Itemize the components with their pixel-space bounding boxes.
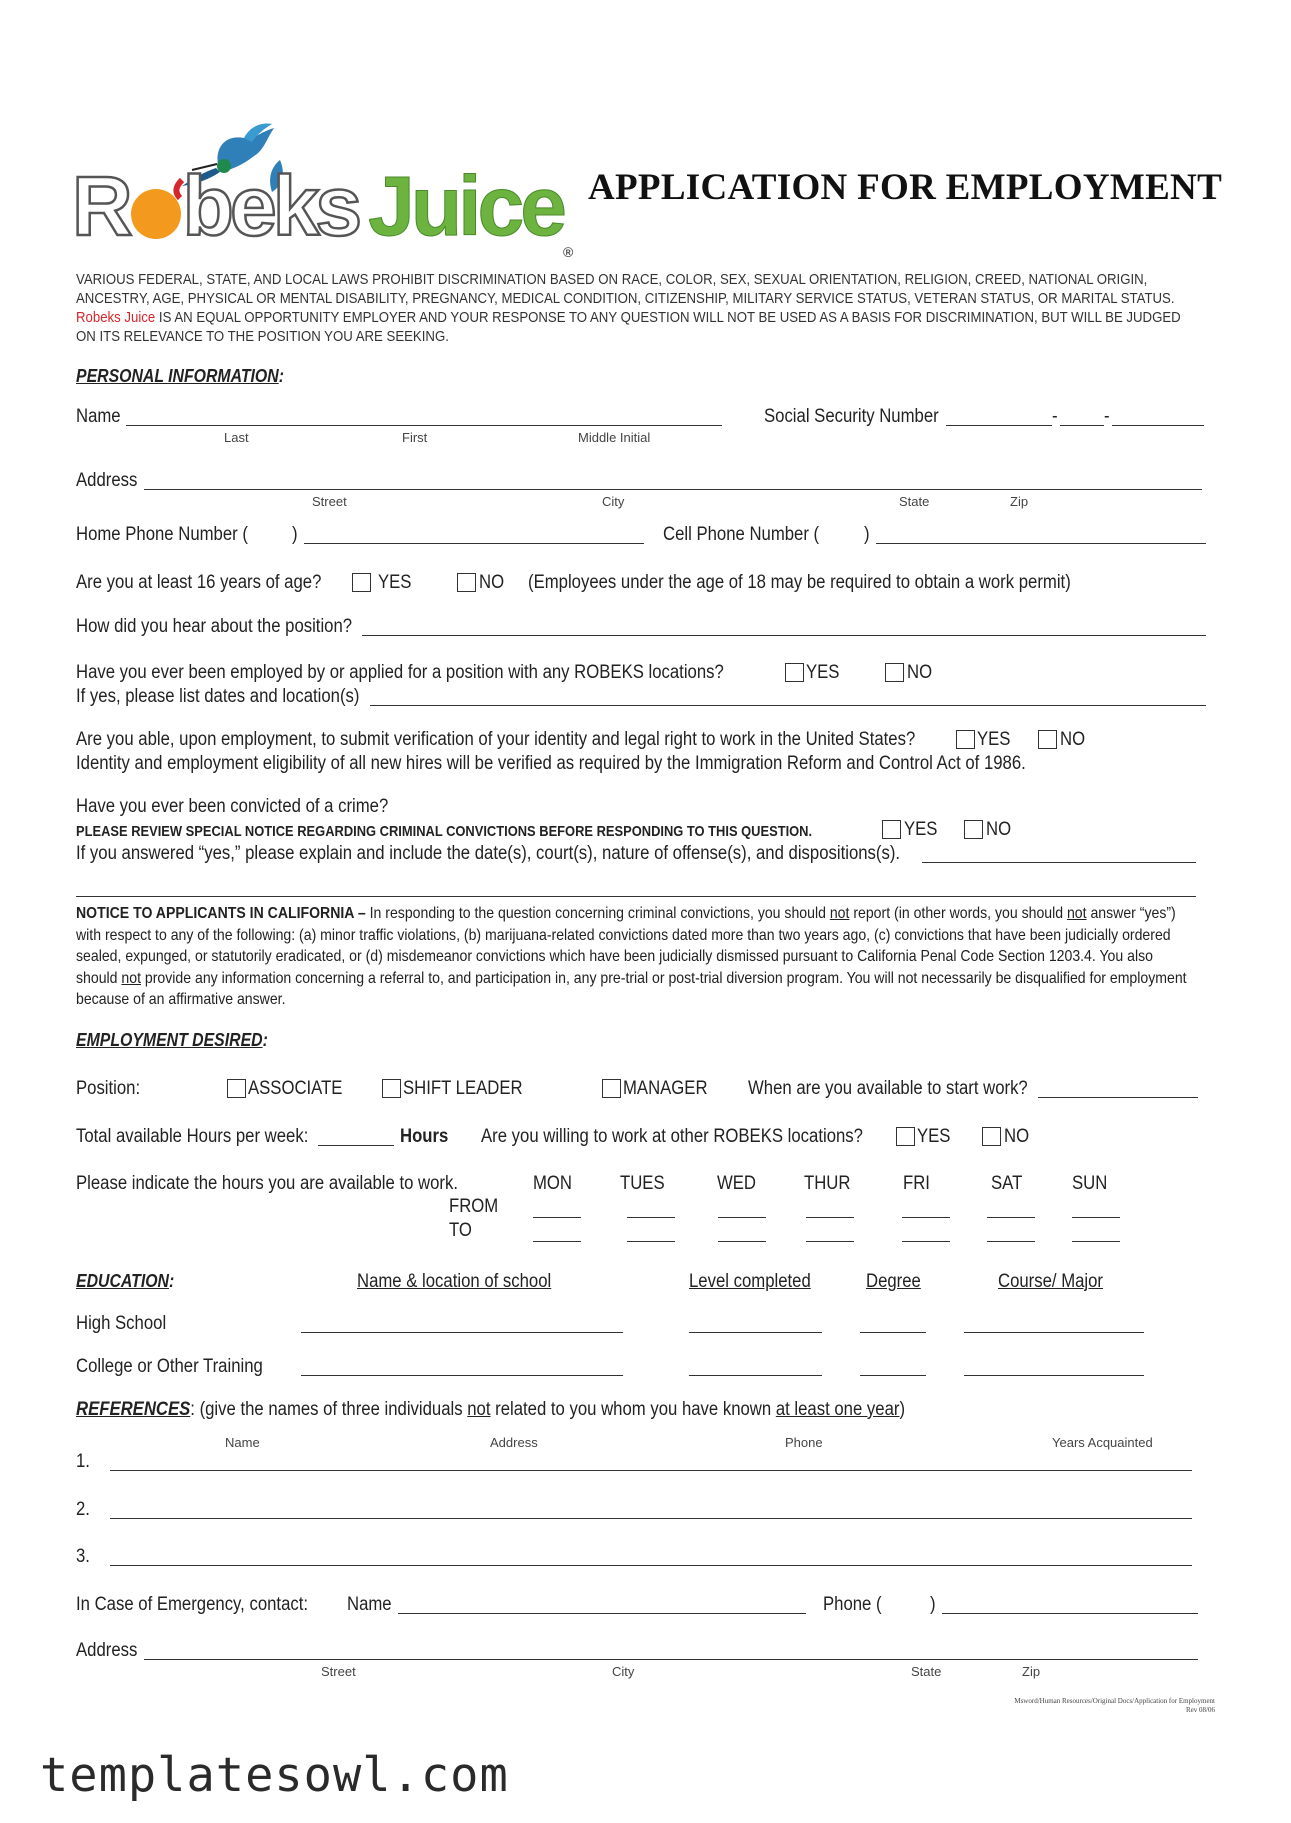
reference-3-input[interactable] <box>110 1565 1192 1566</box>
sun-to-input[interactable] <box>1072 1241 1120 1242</box>
prev-list-label: If yes, please list dates and location(s) <box>76 686 360 707</box>
ssn-dash-1: - <box>1052 406 1058 427</box>
start-question: When are you available to start work? <box>748 1078 1028 1099</box>
hs-degree-input[interactable] <box>860 1332 926 1333</box>
position-label: Position: <box>76 1078 141 1099</box>
em-state-caption: State <box>911 1664 942 1679</box>
addr-city-caption: City <box>602 494 625 509</box>
crime-explain-input-2[interactable] <box>76 896 1196 897</box>
ssn-label: Social Security Number <box>764 406 939 427</box>
college-major-input[interactable] <box>964 1375 1144 1376</box>
em-street-caption: Street <box>321 1664 356 1679</box>
mon-to-input[interactable] <box>533 1241 581 1242</box>
eeo-disclaimer: VARIOUS FEDERAL, STATE, AND LOCAL LAWS PROHIBIT DISCRIMINATION BASED ON RACE, COLOR, SEX, SEXUAL ORIENTATION, RELIGION, CREED, NATIONAL ORIGIN, ANCESTRY, AGE, PHYSICAL OR MENTAL DISABILITY, PREGNANCY, MEDICAL CONDITION, CITIZENSHIP, MILITARY SERVICE STATUS, VETERAN STATUS, OR MARITAL STATUS. Robeks Juice IS AN EQUAL OPPORTUNITY EMPLOYER AND YOUR RESPONSE TO ANY QUESTION WILL NOT BE USED AS A BASIS FOR DISCRIMINATION, BUT WILL BE JUDGED ON ITS RELEVANCE TO THE POSITION YOU ARE SEEKING. <box>76 271 1181 345</box>
education-heading: EDUCATION: <box>76 1271 175 1291</box>
crime-no-label: NO <box>986 819 1012 840</box>
mon-from-input[interactable] <box>533 1217 581 1218</box>
cell-phone-label: Cell Phone Number ( <box>663 524 820 545</box>
emergency-name-label: Name <box>347 1594 392 1615</box>
hs-major-input[interactable] <box>964 1332 1144 1333</box>
california-notice: NOTICE TO APPLICANTS IN CALIFORNIA – In responding to the question concerning criminal convictions, you should not report (in other words, you should not answer “yes”) with respect to any of the following: (a) minor traffic violations, (b) marijuana-related convictions dated more than two years ago, (c) convictions that have been judicially ordered sealed, expunged, or statutorily eradicated, or (d) misdemeanor convictions which have been judicially dismissed pursuant to California Penal Code Section 1203.4. You also should not provide any information concerning a referral to, and participation in, any pre-trial or post-trial diversion program. You will not necessarily be disqualified for employment because of an affirmative answer. <box>76 905 1187 1008</box>
wed-to-input[interactable] <box>718 1241 766 1242</box>
other-loc-no-checkbox[interactable] <box>982 1127 1001 1146</box>
references-heading: REFERENCES: (give the names of three individuals not related to you whom you have known at least one year) <box>76 1399 906 1420</box>
ssn-part2-input[interactable] <box>1060 425 1104 426</box>
em-zip-caption: Zip <box>1022 1664 1041 1679</box>
thur-from-input[interactable] <box>806 1217 854 1218</box>
day-mon: MON <box>533 1173 573 1194</box>
name-last-caption: Last <box>224 430 249 445</box>
prev-no-checkbox[interactable] <box>885 663 904 682</box>
ref-number-3: 3. <box>76 1546 90 1567</box>
name-middle-caption: Middle Initial <box>578 430 651 445</box>
wed-from-input[interactable] <box>718 1217 766 1218</box>
hours-label: Total available Hours per week: <box>76 1126 309 1147</box>
emergency-phone-paren: ) <box>930 1594 936 1615</box>
hear-question: How did you hear about the position? <box>76 616 353 637</box>
emergency-address-label: Address <box>76 1640 138 1661</box>
age-yes-label: YES <box>378 572 412 593</box>
addr-state-caption: State <box>899 494 930 509</box>
sun-from-input[interactable] <box>1072 1217 1120 1218</box>
ssn-dash-2: - <box>1104 406 1110 427</box>
emergency-phone-label: Phone ( <box>823 1594 882 1615</box>
prev-employment-question: Have you ever been employed by or applied for a position with any ROBEKS locations? <box>76 662 724 683</box>
day-sun: SUN <box>1072 1173 1108 1194</box>
footer-path: Msword/Human Resources/Original Docs/Application for Employment <box>1014 1697 1215 1705</box>
hear-input[interactable] <box>362 635 1206 636</box>
crime-explain-label: If you answered “yes,” please explain and include the date(s), court(s), nature of offense(s), and dispositions(s). <box>76 843 901 864</box>
other-loc-yes-label: YES <box>917 1126 951 1147</box>
prev-no-label: NO <box>907 662 933 683</box>
crime-explain-input[interactable] <box>922 862 1196 863</box>
ref-number-2: 2. <box>76 1499 90 1520</box>
college-level-input[interactable] <box>689 1375 822 1376</box>
edu-col-level: Level completed <box>689 1271 811 1292</box>
tues-from-input[interactable] <box>627 1217 675 1218</box>
start-date-input[interactable] <box>1038 1097 1198 1098</box>
ref-col-address: Address <box>490 1435 538 1450</box>
age-question: Are you at least 16 years of age? <box>76 572 322 593</box>
availability-to-label: TO <box>449 1220 472 1241</box>
day-fri: FRI <box>903 1173 930 1194</box>
ref-col-years: Years Acquainted <box>1052 1435 1153 1450</box>
verify-no-checkbox[interactable] <box>1038 730 1057 749</box>
emergency-label: In Case of Emergency, contact: <box>76 1594 309 1615</box>
edu-high-school-label: High School <box>76 1313 167 1334</box>
crime-no-checkbox[interactable] <box>964 820 983 839</box>
availability-from-label: FROM <box>449 1196 499 1217</box>
crime-yes-checkbox[interactable] <box>882 820 901 839</box>
prev-list-input[interactable] <box>370 705 1206 706</box>
emergency-name-input[interactable] <box>398 1613 806 1614</box>
addr-street-caption: Street <box>312 494 347 509</box>
position-shift-leader-label: SHIFT LEADER <box>403 1078 523 1099</box>
reference-2-input[interactable] <box>110 1518 1192 1519</box>
ssn-part1-input[interactable] <box>946 425 1052 426</box>
brand-name: Robeks Juice <box>76 309 156 326</box>
thur-to-input[interactable] <box>806 1241 854 1242</box>
hs-school-input[interactable] <box>301 1332 623 1333</box>
day-wed: WED <box>717 1173 757 1194</box>
address-input[interactable] <box>144 489 1202 490</box>
age-no-label: NO <box>479 572 505 593</box>
home-phone-label: Home Phone Number ( <box>76 524 248 545</box>
other-loc-no-label: NO <box>1004 1126 1030 1147</box>
other-locations-question: Are you willing to work at other ROBEKS locations? <box>481 1126 863 1147</box>
watermark: templatesowl.com <box>40 1748 509 1803</box>
verify-yes-label: YES <box>977 729 1011 750</box>
day-tues: TUES <box>620 1173 665 1194</box>
name-first-caption: First <box>402 430 428 445</box>
college-degree-input[interactable] <box>860 1375 926 1376</box>
name-label: Name <box>76 406 121 427</box>
fri-to-input[interactable] <box>902 1241 950 1242</box>
age-note: (Employees under the age of 18 may be required to obtain a work permit) <box>528 572 1071 593</box>
hours-unit: Hours <box>400 1126 449 1147</box>
cell-phone-paren: ) <box>864 524 870 545</box>
edu-college-label: College or Other Training <box>76 1356 263 1377</box>
ref-col-phone: Phone <box>785 1435 823 1450</box>
verify-question: Are you able, upon employment, to submit verification of your identity and legal right to work in the United States? <box>76 729 916 750</box>
robeks-logo <box>72 120 574 260</box>
footer-rev: Rev 08/06 <box>1186 1706 1215 1714</box>
verify-yes-checkbox[interactable] <box>956 730 975 749</box>
position-manager-checkbox[interactable] <box>602 1079 621 1098</box>
tues-to-input[interactable] <box>627 1241 675 1242</box>
edu-col-degree: Degree <box>866 1271 921 1292</box>
age-yes-checkbox[interactable] <box>352 573 371 592</box>
position-associate-label: ASSOCIATE <box>248 1078 343 1099</box>
position-manager-label: MANAGER <box>623 1078 708 1099</box>
employment-heading: EMPLOYMENT DESIRED: <box>76 1030 268 1050</box>
personal-info-heading: PERSONAL INFORMATION: <box>76 366 284 386</box>
position-shift-leader-checkbox[interactable] <box>382 1079 401 1098</box>
crime-notice: PLEASE REVIEW SPECIAL NOTICE REGARDING CRIMINAL CONVICTIONS BEFORE RESPONDING TO THIS QUESTION. <box>76 823 813 840</box>
cell-phone-input[interactable] <box>876 543 1206 544</box>
availability-label: Please indicate the hours you are available to work. <box>76 1173 459 1194</box>
logo-wordmark: R beks Juice$_®$ <box>72 159 574 260</box>
orange-icon <box>131 189 181 239</box>
fri-from-input[interactable] <box>902 1217 950 1218</box>
reference-1-input[interactable] <box>110 1470 1192 1471</box>
ref-number-1: 1. <box>76 1451 90 1472</box>
emergency-phone-input[interactable] <box>942 1613 1198 1614</box>
verify-no-label: NO <box>1060 729 1086 750</box>
home-phone-input[interactable] <box>304 543 644 544</box>
sat-from-input[interactable] <box>987 1217 1035 1218</box>
emergency-address-input[interactable] <box>144 1659 1198 1660</box>
em-city-caption: City <box>612 1664 635 1679</box>
position-associate-checkbox[interactable] <box>227 1079 246 1098</box>
prev-yes-label: YES <box>806 662 840 683</box>
verify-note: Identity and employment eligibility of all new hires will be verified as required by the Immigration Reform and Control Act of 1986. <box>76 753 1026 774</box>
edu-col-major: Course/ Major <box>998 1271 1104 1292</box>
day-thur: THUR <box>804 1173 851 1194</box>
hs-level-input[interactable] <box>689 1332 822 1333</box>
other-loc-yes-checkbox[interactable] <box>896 1127 915 1146</box>
addr-zip-caption: Zip <box>1010 494 1029 509</box>
day-sat: SAT <box>991 1173 1023 1194</box>
age-no-checkbox[interactable] <box>457 573 476 592</box>
ref-col-name: Name <box>225 1435 260 1450</box>
prev-yes-checkbox[interactable] <box>785 663 804 682</box>
page-title: APPLICATION FOR EMPLOYMENT <box>588 167 1223 208</box>
crime-yes-label: YES <box>904 819 938 840</box>
address-label: Address <box>76 470 138 491</box>
ssn-part3-input[interactable] <box>1112 425 1204 426</box>
crime-question: Have you ever been convicted of a crime? <box>76 796 389 817</box>
college-school-input[interactable] <box>301 1375 623 1376</box>
hours-input[interactable] <box>318 1145 394 1146</box>
name-input[interactable] <box>126 425 722 426</box>
sat-to-input[interactable] <box>987 1241 1035 1242</box>
edu-col-school: Name & location of school <box>357 1271 552 1292</box>
home-phone-paren: ) <box>292 524 298 545</box>
